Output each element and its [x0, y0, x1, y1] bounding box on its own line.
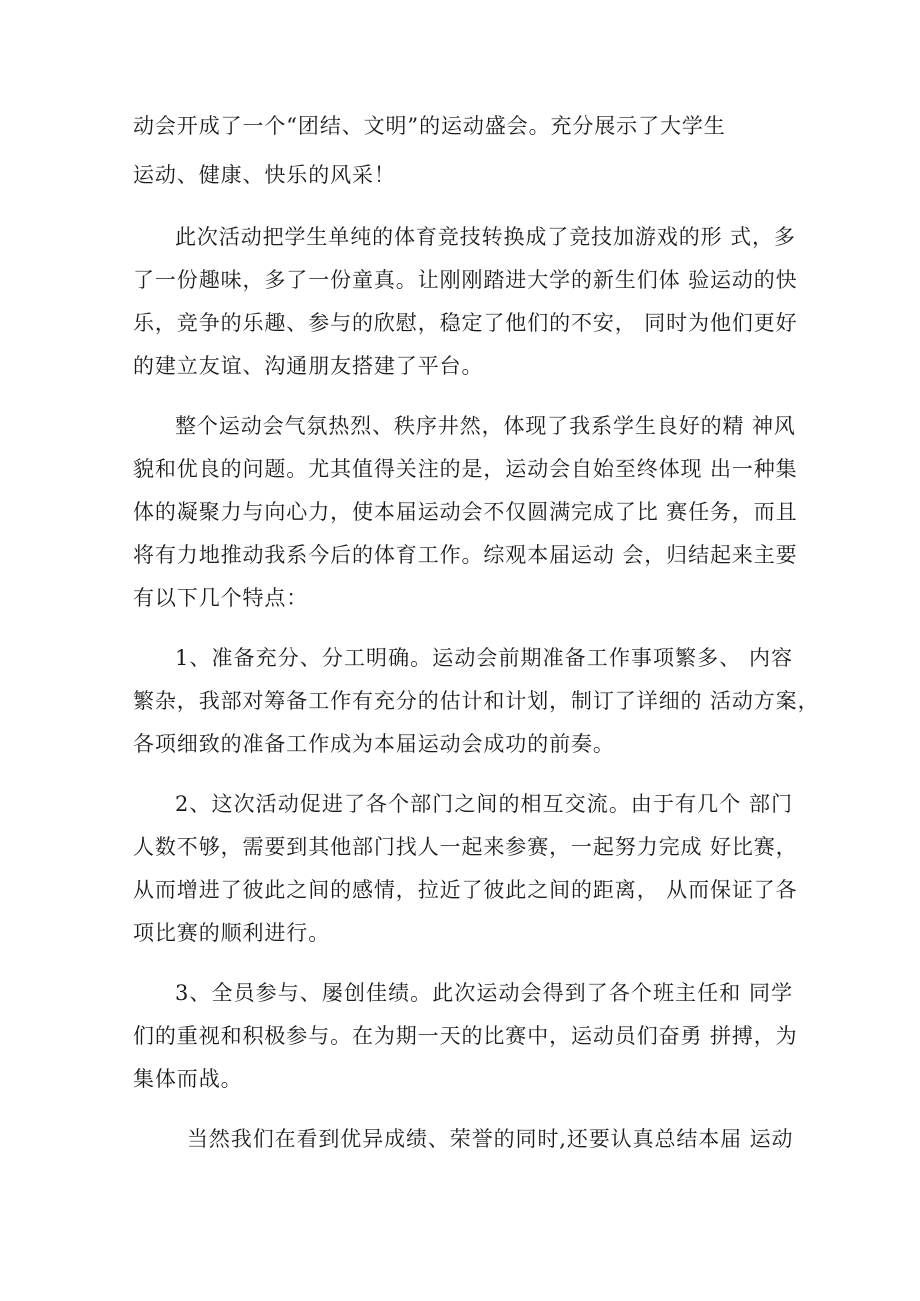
- text-line: 们的重视和积极参与。在为期一天的比赛中，运动员们奋勇 拼搏，为: [133, 1024, 798, 1048]
- text-line: 项比赛的顺利进行。: [133, 921, 331, 945]
- text-line: 集体而战。: [133, 1067, 243, 1091]
- text-line: 体的凝聚力与向心力，使本届运动会不仅圆满完成了比 赛任务，而且: [133, 500, 798, 524]
- text-line: 从而增进了彼此之间的感情，拉近了彼此之间的距离， 从而保证了各: [133, 878, 798, 902]
- text-line: 当然我们在看到优异成绩、荣誉的同时,还要认真总结本届 运动: [187, 1127, 794, 1151]
- text-line: 此次活动把学生单纯的体育竞技转换成了竞技加游戏的形 式，多: [175, 225, 796, 249]
- text-line: 繁杂，我部对筹备工作有充分的估计和计划，制订了详细的 活动方案，: [133, 689, 820, 713]
- text-line: 有以下几个特点：: [133, 586, 309, 610]
- text-line: 各项细致的准备工作成为本届运动会成功的前奏。: [133, 732, 615, 756]
- text-line: 貌和优良的问题。尤其值得关注的是，运动会自始至终体现 出一种集: [133, 457, 798, 481]
- text-line: 人数不够，需要到其他部门找人一起来参赛，一起努力完成 好比赛，: [133, 835, 798, 859]
- text-line: 1、准备充分、分工明确。运动会前期准备工作事项繁多、 内容: [175, 646, 793, 670]
- text-line: 动会开成了一个“团结、文明”的运动盛会。充分展示了大学生: [133, 114, 726, 138]
- text-line: 的建立友谊、沟通朋友搭建了平台。: [133, 354, 484, 378]
- text-line: 将有力地推动我系今后的体育工作。综观本届运动 会，归结起来主要: [133, 543, 798, 567]
- text-line: 乐，竞争的乐趣、参与的欣慰，稳定了他们的不安， 同时为他们更好: [133, 311, 798, 335]
- text-line: 整个运动会气氛热烈、秩序井然，体现了我系学生良好的精 神风: [175, 414, 796, 438]
- text-line: 3、全员参与、屡创佳绩。此次运动会得到了各个班主任和 同学: [175, 981, 793, 1005]
- text-line: 运动、健康、快乐的风采！: [133, 163, 396, 187]
- text-line: 2、这次活动促进了各个部门之间的相互交流。由于有几个 部门: [175, 792, 793, 816]
- text-line: 了一份趣味，多了一份童真。让刚刚踏进大学的新生们体 验运动的快: [133, 268, 798, 292]
